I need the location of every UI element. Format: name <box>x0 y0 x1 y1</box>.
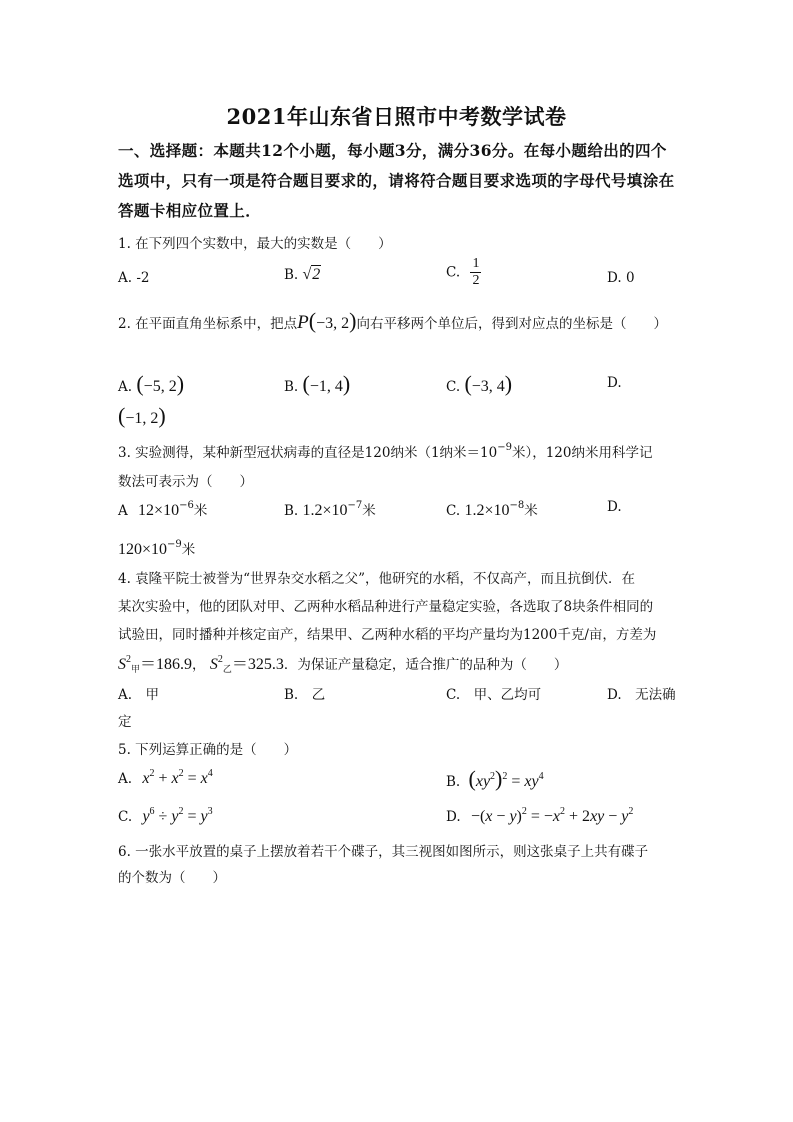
q6-stem-line2: 的个数为（ ） <box>118 870 226 886</box>
q4-option-a[interactable]: A. 甲 <box>118 687 160 703</box>
q4-stem-line4: $S^2_甲=186.9$， $S^2_乙=325.3$．为保证产量稳定，适合推广的品种为（ ） <box>118 654 568 674</box>
q4-stem-line2: 某次实验中，他的团队对甲、乙两种水稻品种进行产量稳定实验，各选取了8块条件相同的 <box>118 599 654 615</box>
q2-option-d-value[interactable]: (−1, 2) <box>118 403 166 428</box>
q5-option-a[interactable]: A. $x^2 + x^2 = x^4$ <box>118 768 213 787</box>
q4-stem-line3: 试验田，同时播种并核定亩产，结果甲、乙两种水稻的平均产量均为1200千克/亩，方差为 <box>118 627 657 643</box>
section-heading: 一、选择题：本题共12个小题，每小题3分，满分36分。在每小题给出的四个选项中，只有一项是符合题目要求的，请将符合题目要求选项的字母代号填涂在答题卡相应位置上． <box>118 141 675 220</box>
q1-option-d[interactable]: D. 0 <box>607 270 635 286</box>
q1-stem: 1. 在下列四个实数中，最大的实数是（ ） <box>118 236 392 252</box>
q3-option-b[interactable]: B. $1.2\times 10^{-7}$米 <box>284 500 376 519</box>
q3-option-d-label[interactable]: D. <box>607 499 622 515</box>
q2-option-b[interactable]: B. (−1, 4) <box>284 371 351 396</box>
q4-option-c[interactable]: C. 甲、乙均可 <box>446 687 542 703</box>
q5-option-b[interactable]: B. $(xy^2)^2 = xy^4$ <box>446 766 544 791</box>
q6-stem-line1: 6. 一张水平放置的桌子上摆放着若干个碟子，其三视图如图所示，则这张桌子上共有碟子 <box>118 844 649 860</box>
q3-option-d-value[interactable]: $120\times 10^{-9}$米 <box>118 539 196 558</box>
q3-stem-line2: 数法可表示为（ ） <box>118 474 253 490</box>
q5-option-c[interactable]: C. $y^6 \div y^2 = y^3$ <box>118 806 213 825</box>
q2-option-c[interactable]: C. (−3, 4) <box>446 371 513 396</box>
q4-option-d[interactable]: D. 无法确 <box>607 687 676 703</box>
q1-option-c[interactable]: C. $\frac{1}{2}$ <box>446 256 480 288</box>
q2-option-a[interactable]: A. (−5, 2) <box>118 371 185 396</box>
q5-option-d[interactable]: D. $-(x - y)^2 = -x^2 + 2xy - y^2$ <box>446 806 634 825</box>
q4-option-d-cont: 定 <box>118 714 132 730</box>
q3-stem-line1: 3. 实验测得，某种新型冠状病毒的直径是120纳米（1纳米$=10^{-9}$米），120纳米用科学记 <box>118 442 653 461</box>
q4-option-b[interactable]: B. 乙 <box>284 687 326 703</box>
exam-title: 2021年山东省日照市中考数学试卷 <box>226 104 567 129</box>
q2-option-d-label[interactable]: D. <box>607 375 622 391</box>
q4-stem-line1: 4. 袁隆平院士被誉为“世界杂交水稻之父”，他研究的水稻，不仅高产，而且抗倒伏．在 <box>118 571 635 587</box>
q1-option-b[interactable]: B. √2 <box>284 266 321 283</box>
q5-stem: 5. 下列运算正确的是（ ） <box>118 742 298 758</box>
q3-option-a[interactable]: A $12\times 10^{-6}$米 <box>118 500 208 519</box>
q3-option-c[interactable]: C. $1.2\times 10^{-8}$米 <box>446 500 538 519</box>
q2-stem: 2. 在平面直角坐标系中，把点P(−3, 2)向右平移两个单位后，得到对应点的坐标是（ ） <box>118 308 667 333</box>
q1-option-a[interactable]: A. -2 <box>118 270 150 286</box>
